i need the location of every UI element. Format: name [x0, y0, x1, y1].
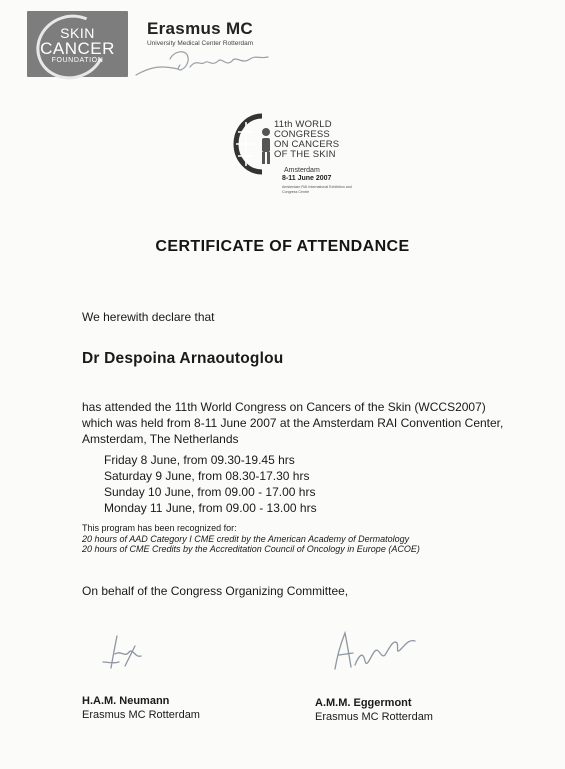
- declaration-text: We herewith declare that: [82, 310, 215, 324]
- signature-neumann: [95, 628, 165, 678]
- institution-name: Erasmus MC: [147, 19, 253, 38]
- signatory-affiliation: Erasmus MC Rotterdam: [315, 711, 433, 723]
- schedule-item: Monday 11 June, from 09.00 - 13.00 hrs: [104, 501, 317, 515]
- congress-venue: Amsterdam RAI International Exhibition and Congress Centre: [282, 185, 352, 194]
- on-behalf-text: On behalf of the Congress Organizing Committee,: [82, 584, 349, 598]
- signatory-name: A.M.M. Eggermont: [315, 697, 412, 709]
- header-signature-scribble: [130, 45, 280, 85]
- institution-header: [147, 19, 253, 47]
- attendance-line: has attended the 11th World Congress on Cancers of the Skin (WCCS2007): [82, 400, 486, 414]
- logo-text-foundation: FOUNDATION: [51, 57, 104, 64]
- congress-line-2: CONGRESS: [274, 129, 330, 140]
- institution-subtitle: University Medical Center Rotterdam: [147, 40, 254, 47]
- attendance-line: Amsterdam, The Netherlands: [82, 432, 239, 446]
- certificate-title: CERTIFICATE OF ATTENDANCE: [155, 238, 410, 255]
- signatory-eggermont: [315, 696, 433, 724]
- congress-city: Amsterdam: [284, 167, 320, 174]
- skin-cancer-foundation-logo: [27, 11, 128, 77]
- signatory-neumann: [82, 694, 200, 722]
- congress-line-3: ON CANCERS: [274, 139, 340, 150]
- congress-dates: 8-11 June 2007: [282, 175, 332, 182]
- recipient-name: Dr Despoina Arnaoutoglou: [82, 350, 284, 367]
- logo-text-skin: SKIN: [60, 25, 95, 41]
- cme-recognition: [82, 523, 420, 555]
- signatory-name: H.A.M. Neumann: [82, 695, 170, 707]
- logo-text-cancer: CANCER: [40, 39, 115, 58]
- attendance-schedule: [104, 452, 317, 516]
- attendance-paragraph: [82, 399, 552, 447]
- congress-line-4: OF THE SKIN: [274, 149, 336, 160]
- congress-line-1: 11th WORLD: [274, 119, 332, 130]
- signatory-affiliation: Erasmus MC Rotterdam: [82, 709, 200, 721]
- globe-figure-icon: [232, 112, 278, 176]
- congress-logo: [232, 112, 382, 207]
- recognition-intro: This program has been recognized for:: [82, 523, 237, 533]
- schedule-item: Sunday 10 June, from 09.00 - 17.00 hrs: [104, 485, 316, 499]
- schedule-item: Saturday 9 June, from 08.30-17.30 hrs: [104, 469, 310, 483]
- recognition-item: 20 hours of AAD Category I CME credit by the American Academy of Dermatology: [82, 533, 410, 544]
- attendance-line: which was held from 8-11 June 2007 at the Amsterdam RAI Convention Center,: [82, 416, 504, 430]
- signature-eggermont: [325, 625, 425, 677]
- recognition-item: 20 hours of CME Credits by the Accreditation Council of Oncology in Europe (ACOE): [82, 544, 420, 554]
- schedule-item: Friday 8 June, from 09.30-19.45 hrs: [104, 453, 295, 467]
